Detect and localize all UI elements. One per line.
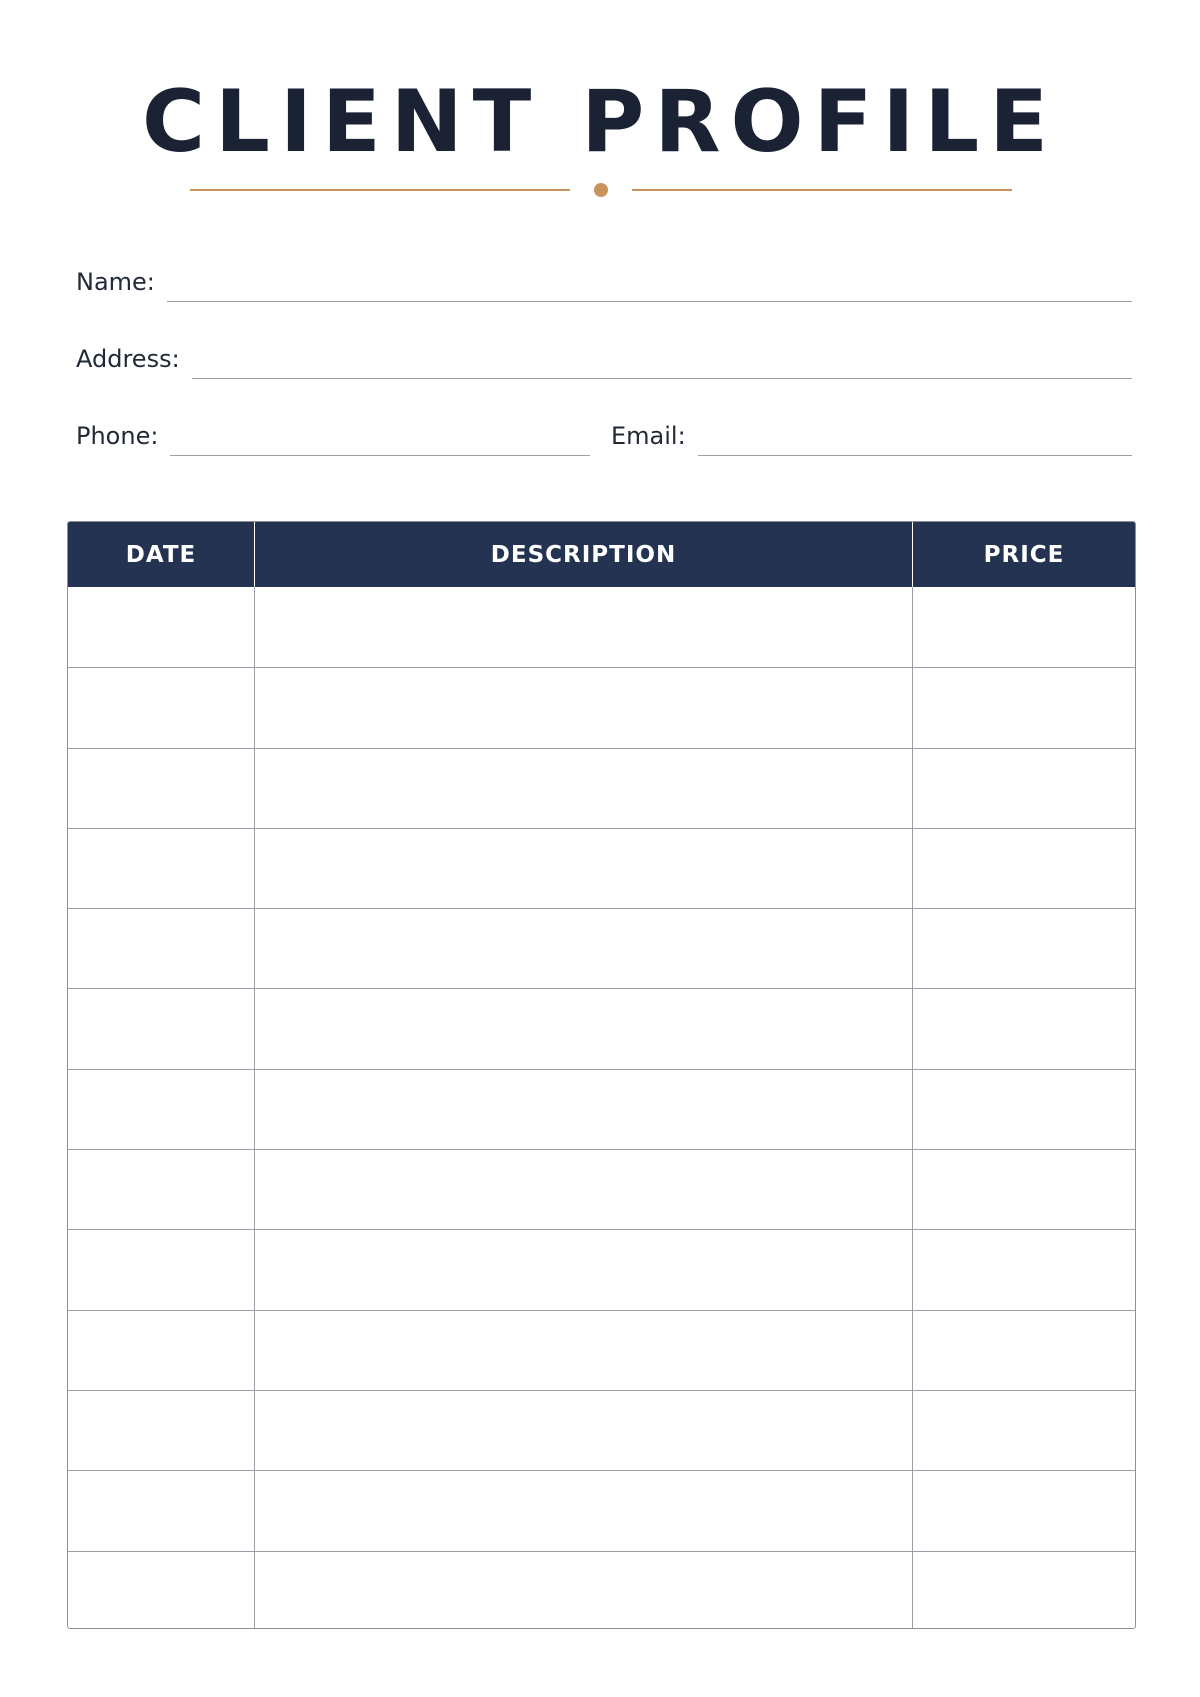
table-row: [68, 587, 1135, 667]
address-field[interactable]: [76, 345, 1132, 373]
services-table: [67, 521, 1136, 1629]
header-description: DESCRIPTION: [254, 522, 912, 587]
table-row: [68, 667, 1135, 747]
description-cell[interactable]: [254, 1552, 912, 1629]
header-price: PRICE: [912, 522, 1135, 587]
description-cell[interactable]: [254, 1230, 912, 1309]
price-cell[interactable]: [912, 989, 1135, 1068]
table-body: [68, 587, 1135, 1629]
description-cell[interactable]: [254, 587, 912, 667]
address-label: Address:: [76, 345, 180, 373]
price-cell[interactable]: [912, 829, 1135, 908]
description-cell[interactable]: [254, 989, 912, 1068]
name-field[interactable]: [76, 268, 1132, 296]
table-row: [68, 1551, 1135, 1629]
table-row: [68, 1149, 1135, 1229]
date-cell[interactable]: [68, 1311, 254, 1390]
phone-field[interactable]: [76, 422, 590, 450]
date-cell[interactable]: [68, 668, 254, 747]
date-cell[interactable]: [68, 1391, 254, 1470]
price-cell[interactable]: [912, 909, 1135, 988]
price-cell[interactable]: [912, 1552, 1135, 1629]
email-field[interactable]: [611, 422, 1132, 450]
description-cell[interactable]: [254, 829, 912, 908]
price-cell[interactable]: [912, 1391, 1135, 1470]
table-row: [68, 748, 1135, 828]
email-input-line[interactable]: [698, 433, 1132, 456]
title-divider-left: [190, 189, 570, 191]
phone-label: Phone:: [76, 422, 159, 450]
price-cell[interactable]: [912, 1311, 1135, 1390]
page-title: CLIENT PROFILE: [142, 72, 1058, 172]
date-cell[interactable]: [68, 829, 254, 908]
table-row: [68, 1229, 1135, 1309]
table-row: [68, 828, 1135, 908]
table-row: [68, 1470, 1135, 1550]
description-cell[interactable]: [254, 909, 912, 988]
description-cell[interactable]: [254, 1311, 912, 1390]
phone-input-line[interactable]: [170, 433, 590, 456]
title-divider-right: [632, 189, 1012, 191]
description-cell[interactable]: [254, 749, 912, 828]
email-label: Email:: [611, 422, 686, 450]
price-cell[interactable]: [912, 587, 1135, 667]
address-input-line[interactable]: [192, 356, 1132, 379]
name-input-line[interactable]: [167, 279, 1132, 302]
table-row: [68, 1069, 1135, 1149]
price-cell[interactable]: [912, 1150, 1135, 1229]
table-row: [68, 1390, 1135, 1470]
date-cell[interactable]: [68, 1471, 254, 1550]
table-row: [68, 988, 1135, 1068]
description-cell[interactable]: [254, 1391, 912, 1470]
description-cell[interactable]: [254, 1070, 912, 1149]
header-date: DATE: [125, 541, 197, 568]
table-row: [68, 908, 1135, 988]
price-cell[interactable]: [912, 1070, 1135, 1149]
date-cell[interactable]: [68, 1070, 254, 1149]
description-cell[interactable]: [254, 1471, 912, 1550]
table-row: [68, 1310, 1135, 1390]
price-cell[interactable]: [912, 1471, 1135, 1550]
date-cell[interactable]: [68, 989, 254, 1068]
date-cell[interactable]: [68, 1552, 254, 1629]
date-cell[interactable]: [68, 1150, 254, 1229]
date-cell[interactable]: [68, 1230, 254, 1309]
name-label: Name:: [76, 268, 155, 296]
description-cell[interactable]: [254, 1150, 912, 1229]
price-cell[interactable]: [912, 668, 1135, 747]
date-cell[interactable]: [68, 587, 254, 667]
price-cell[interactable]: [912, 1230, 1135, 1309]
price-cell[interactable]: [912, 749, 1135, 828]
description-cell[interactable]: [254, 668, 912, 747]
table-header: [68, 522, 1135, 587]
date-cell[interactable]: [68, 749, 254, 828]
date-cell[interactable]: [68, 909, 254, 988]
title-divider-dot: [594, 183, 608, 197]
